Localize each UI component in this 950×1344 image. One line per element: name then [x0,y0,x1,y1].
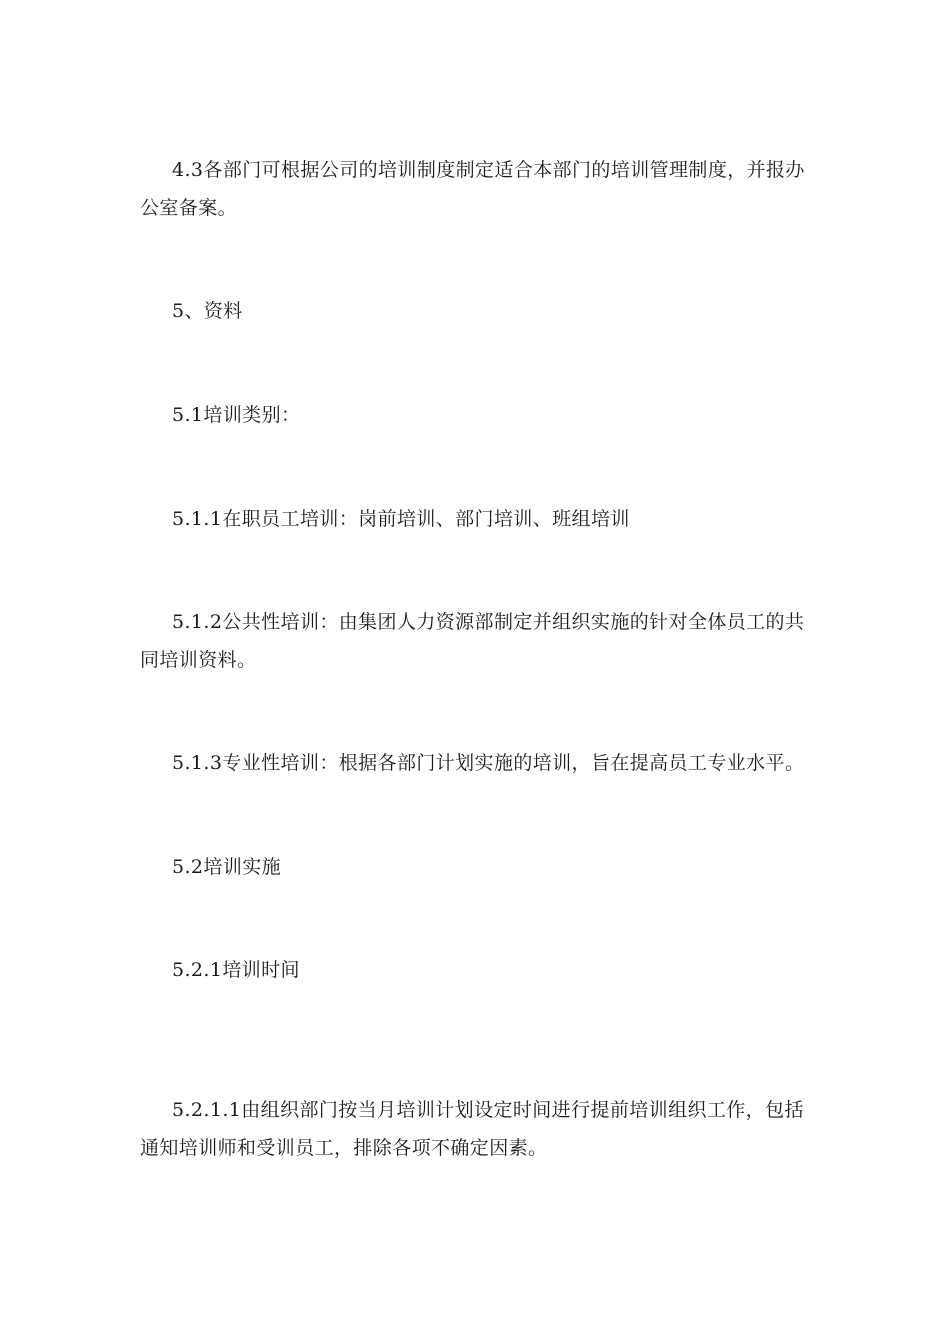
heading-5-2-training-implementation: 5.2培训实施 [172,856,282,878]
paragraph-4-3: 4.3各部门可根据公司的培训制度制定适合本部门的培训管理制度，并报办公室备案。 [140,159,805,219]
heading-5-1-training-categories: 5.1培训类别： [172,404,301,426]
heading-5-2-1-training-time: 5.2.1培训时间 [172,959,300,981]
heading-5-materials: 5、资料 [172,300,243,322]
paragraph-5-1-2: 5.1.2公共性培训：由集团人力资源部制定并组织实施的针对全体员工的共同培训资料。 [140,611,805,671]
paragraph-5-1-1: 5.1.1在职员工培训：岗前培训、部门培训、班组培训 [172,508,630,530]
paragraph-5-1-3: 5.1.3专业性培训：根据各部门计划实施的培训，旨在提高员工专业水平。 [172,752,805,774]
paragraph-5-2-1-1: 5.2.1.1由组织部门按当月培训计划设定时间进行提前培训组织工作，包括通知培训师和受训员工，排除各项不确定因素。 [140,1099,804,1159]
